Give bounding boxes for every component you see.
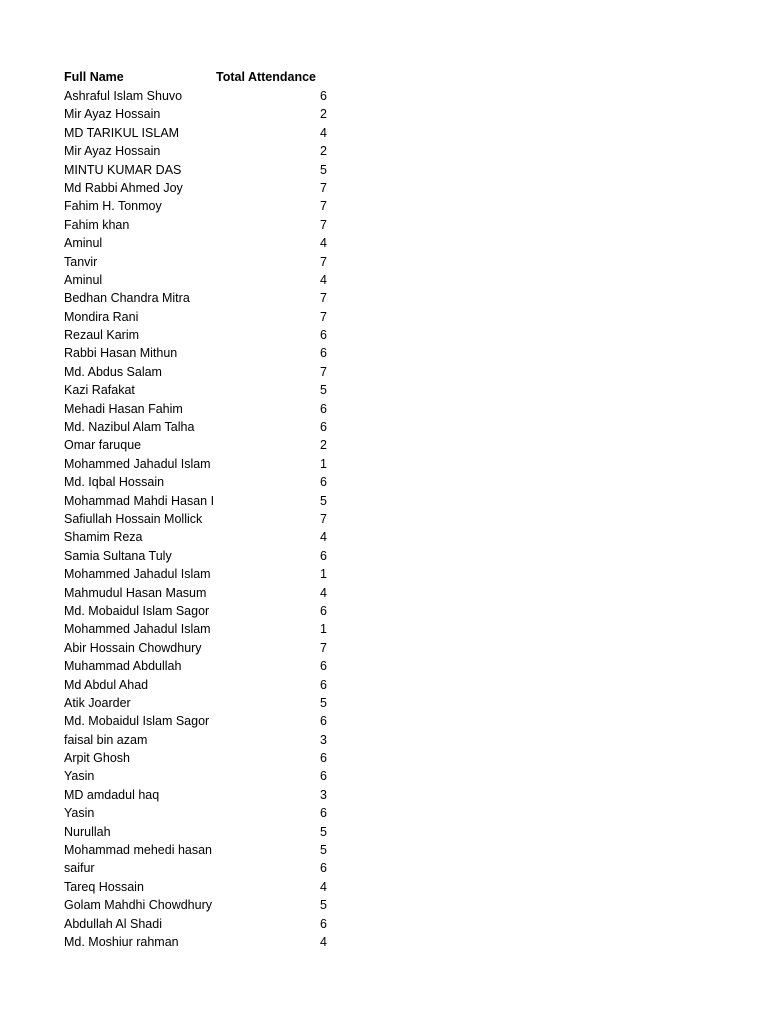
- cell-total-attendance: 4: [320, 125, 327, 140]
- table-row: [64, 528, 334, 546]
- cell-full-name: Arpit Ghosh: [64, 751, 131, 766]
- cell-total-attendance: 6: [320, 659, 327, 674]
- cell-full-name: Md Abdul Ahad: [64, 677, 149, 692]
- cell-full-name: Rezaul Karim: [64, 328, 140, 343]
- cell-full-name: Md. Mobaidul Islam Sagor: [64, 603, 210, 618]
- cell-full-name: Mir Ayaz Hossain: [64, 107, 161, 122]
- table-row: [64, 823, 334, 841]
- table-row: [64, 418, 334, 436]
- table-row: [64, 841, 334, 859]
- cell-total-attendance: 5: [320, 843, 327, 858]
- cell-total-attendance: 4: [320, 236, 327, 251]
- cell-full-name: Muhammad Abdullah: [64, 659, 182, 674]
- table-row: [64, 326, 334, 344]
- cell-total-attendance: 5: [320, 493, 327, 508]
- cell-full-name: Mohammed Jahadul Islam: [64, 456, 211, 471]
- table-row: [64, 436, 334, 454]
- table-row: [64, 363, 334, 381]
- cell-total-attendance: 5: [320, 162, 327, 177]
- table-row: [64, 308, 334, 326]
- table-row: [64, 547, 334, 565]
- cell-total-attendance: 2: [320, 438, 327, 453]
- table-row: [64, 492, 334, 510]
- cell-full-name: Mohammad Mahdi Hasan I: [64, 493, 215, 508]
- cell-total-attendance: 4: [320, 879, 327, 894]
- attendance-table: [64, 68, 334, 951]
- cell-full-name: Tanvir: [64, 254, 98, 269]
- table-row: [64, 786, 334, 804]
- cell-full-name: Mohammad mehedi hasan: [64, 843, 212, 858]
- cell-total-attendance: 7: [320, 291, 327, 306]
- cell-total-attendance: 5: [320, 824, 327, 839]
- table-row: [64, 565, 334, 583]
- table-row: [64, 455, 334, 473]
- cell-total-attendance: 1: [320, 622, 327, 637]
- cell-total-attendance: 6: [320, 751, 327, 766]
- cell-full-name: Ashraful Islam Shuvo: [64, 89, 183, 103]
- table-row: [64, 381, 334, 399]
- table-row: [64, 400, 334, 418]
- cell-full-name: Safiullah Hossain Mollick: [64, 511, 203, 526]
- cell-full-name: Aminul: [64, 236, 103, 251]
- cell-total-attendance: 4: [320, 272, 327, 287]
- cell-total-attendance: 6: [320, 346, 327, 361]
- table-row: [64, 620, 334, 638]
- header-total-attendance: Total Attendance: [216, 70, 317, 84]
- table-row: [64, 676, 334, 694]
- table-row: [64, 510, 334, 528]
- cell-total-attendance: 7: [320, 180, 327, 195]
- cell-total-attendance: 7: [320, 254, 327, 269]
- cell-total-attendance: 6: [320, 328, 327, 343]
- cell-full-name: saifur: [64, 861, 95, 876]
- cell-full-name: Mondira Rani: [64, 309, 139, 324]
- table-row: [64, 749, 334, 767]
- table-row: [64, 271, 334, 289]
- cell-total-attendance: 2: [320, 107, 327, 122]
- cell-total-attendance: 7: [320, 640, 327, 655]
- cell-full-name: Mohammed Jahadul Islam: [64, 622, 211, 637]
- table-row: [64, 216, 334, 234]
- cell-full-name: Md. Iqbal Hossain: [64, 475, 165, 490]
- cell-full-name: Fahim khan: [64, 217, 130, 232]
- cell-full-name: Bedhan Chandra Mitra: [64, 291, 190, 306]
- cell-total-attendance: 4: [320, 530, 327, 545]
- cell-total-attendance: 7: [320, 217, 327, 232]
- table-row: [64, 473, 334, 491]
- table-body: [64, 87, 334, 951]
- cell-total-attendance: 7: [320, 364, 327, 379]
- cell-total-attendance: 4: [320, 934, 327, 949]
- cell-total-attendance: 1: [320, 567, 327, 582]
- cell-full-name: Nurullah: [64, 824, 111, 839]
- table-row: [64, 915, 334, 933]
- cell-full-name: Md. Moshiur rahman: [64, 934, 179, 949]
- table-header-row: [64, 68, 334, 87]
- table-row: [64, 289, 334, 307]
- cell-full-name: Abir Hossain Chowdhury: [64, 640, 202, 655]
- table-row: [64, 253, 334, 271]
- cell-full-name: faisal bin azam: [64, 732, 148, 747]
- cell-full-name: Samia Sultana Tuly: [64, 548, 172, 563]
- table-row: [64, 142, 334, 160]
- cell-full-name: Rabbi Hasan Mithun: [64, 346, 178, 361]
- table-row: [64, 896, 334, 914]
- table-row: [64, 878, 334, 896]
- table-row: [64, 694, 334, 712]
- table-row: [64, 712, 334, 730]
- cell-total-attendance: 3: [320, 787, 327, 802]
- cell-full-name: Kazi Rafakat: [64, 383, 135, 398]
- cell-full-name: Tareq Hossain: [64, 879, 144, 894]
- cell-full-name: Golam Mahdhi Chowdhury: [64, 898, 212, 913]
- cell-full-name: Md. Mobaidul Islam Sagor: [64, 714, 210, 729]
- table-row: [64, 933, 334, 951]
- cell-full-name: Fahim H. Tonmoy: [64, 199, 162, 214]
- table-row: [64, 124, 334, 142]
- cell-full-name: Yasin: [64, 806, 95, 821]
- cell-total-attendance: 6: [320, 603, 327, 618]
- cell-full-name: Md. Nazibul Alam Talha: [64, 420, 195, 435]
- table-row: [64, 234, 334, 252]
- cell-full-name: Mahmudul Hasan Masum: [64, 585, 207, 600]
- cell-full-name: Md. Abdus Salam: [64, 364, 162, 379]
- cell-full-name: Yasin: [64, 769, 95, 784]
- cell-total-attendance: 6: [320, 916, 327, 931]
- cell-total-attendance: 4: [320, 585, 327, 600]
- cell-full-name: Mir Ayaz Hossain: [64, 144, 161, 159]
- cell-total-attendance: 7: [320, 309, 327, 324]
- cell-total-attendance: 6: [320, 420, 327, 435]
- cell-full-name: Aminul: [64, 272, 103, 287]
- cell-total-attendance: 6: [320, 714, 327, 729]
- cell-full-name: MD amdadul haq: [64, 787, 160, 802]
- cell-full-name: Shamim Reza: [64, 530, 143, 545]
- header-full-name: Full Name: [64, 70, 124, 84]
- table-row: [64, 859, 334, 877]
- table-row: [64, 584, 334, 602]
- table-row: [64, 161, 334, 179]
- cell-total-attendance: 2: [320, 144, 327, 159]
- cell-total-attendance: 6: [320, 89, 327, 103]
- table-row: [64, 602, 334, 620]
- table-row: [64, 179, 334, 197]
- table-row: [64, 344, 334, 362]
- cell-total-attendance: 7: [320, 511, 327, 526]
- table-row: [64, 197, 334, 215]
- table-row: [64, 804, 334, 822]
- cell-total-attendance: 6: [320, 401, 327, 416]
- cell-full-name: Abdullah Al Shadi: [64, 916, 162, 931]
- table-row: [64, 87, 334, 105]
- cell-total-attendance: 6: [320, 861, 327, 876]
- cell-total-attendance: 5: [320, 898, 327, 913]
- cell-total-attendance: 6: [320, 475, 327, 490]
- cell-total-attendance: 6: [320, 548, 327, 563]
- cell-total-attendance: 7: [320, 199, 327, 214]
- cell-full-name: Omar faruque: [64, 438, 142, 453]
- cell-total-attendance: 6: [320, 769, 327, 784]
- cell-total-attendance: 6: [320, 677, 327, 692]
- cell-full-name: Md Rabbi Ahmed Joy: [64, 180, 183, 195]
- table-row: [64, 105, 334, 123]
- cell-full-name: Atik Joarder: [64, 695, 131, 710]
- table-row: [64, 639, 334, 657]
- table-row: [64, 731, 334, 749]
- cell-full-name: MD TARIKUL ISLAM: [64, 125, 180, 140]
- cell-total-attendance: 5: [320, 383, 327, 398]
- cell-total-attendance: 5: [320, 695, 327, 710]
- table-row: [64, 657, 334, 675]
- cell-full-name: Mehadi Hasan Fahim: [64, 401, 183, 416]
- table-row: [64, 767, 334, 785]
- cell-total-attendance: 1: [320, 456, 327, 471]
- cell-full-name: Mohammed Jahadul Islam: [64, 567, 211, 582]
- cell-full-name: MINTU KUMAR DAS: [64, 162, 182, 177]
- cell-total-attendance: 6: [320, 806, 327, 821]
- cell-total-attendance: 3: [320, 732, 327, 747]
